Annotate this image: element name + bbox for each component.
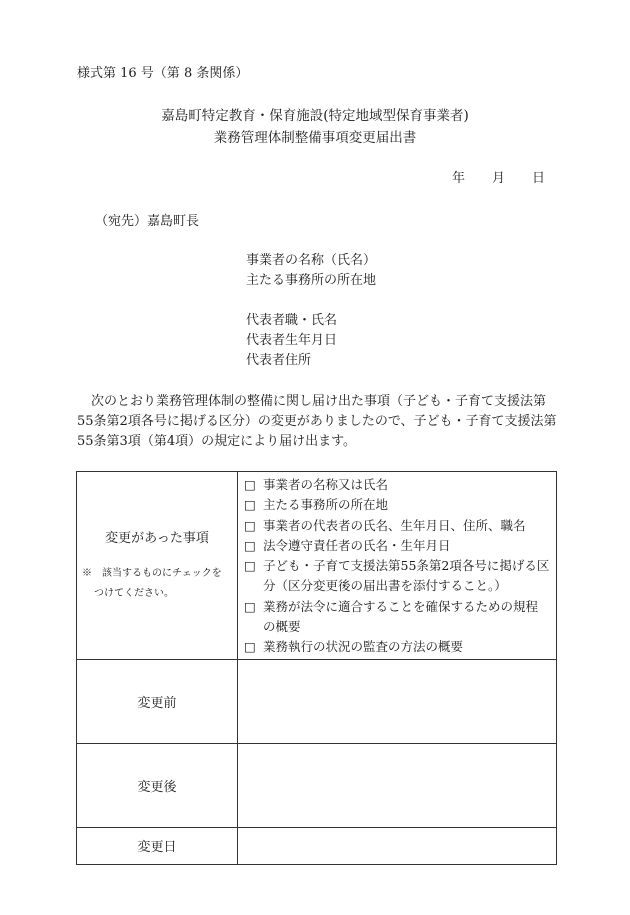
document-title-line2: 業務管理体制整備事項変更届出書: [213, 130, 417, 146]
check-item-label: 法令遵守責任者の氏名・生年月日: [263, 537, 451, 553]
changed-items-label-cell: [77, 472, 238, 660]
note-line1: ※ 該当するものにチェックを: [82, 567, 222, 579]
addressee: （宛先）嘉島町長: [95, 214, 200, 229]
checkbox-icon[interactable]: □: [244, 497, 256, 513]
checkbox-icon[interactable]: □: [244, 477, 256, 492]
check-item-label: 業務執行の状況の監査の方法の概要: [263, 639, 464, 655]
date-year-label: 年: [452, 171, 466, 186]
date-day-label: 日: [532, 171, 546, 186]
changed-items-row: [77, 472, 557, 660]
checkbox-icon[interactable]: □: [244, 558, 256, 574]
check-item-audit-method[interactable]: [244, 637, 550, 657]
change-date-label: 変更日: [77, 827, 238, 864]
before-change-row: [77, 659, 557, 743]
note-line2: つけてください。: [94, 587, 174, 599]
form-number: 様式第 16 号（第 8 条関係）: [77, 66, 249, 81]
date-month-label: 月: [492, 171, 506, 186]
checkbox-icon[interactable]: □: [244, 537, 256, 553]
representative-address-label: 代表者住所: [246, 353, 312, 368]
checkbox-icon[interactable]: □: [244, 639, 256, 655]
change-details-table: [76, 471, 557, 865]
check-item-label: 事業者の名称又は氏名: [263, 477, 389, 492]
changed-items-label: 変更があった事項: [105, 530, 209, 546]
check-item-business-name[interactable]: [244, 475, 550, 495]
check-item-compliance-rules[interactable]: [244, 597, 550, 638]
check-item-compliance-officer[interactable]: [244, 536, 550, 556]
checkbox-icon[interactable]: □: [244, 517, 256, 533]
check-item-category[interactable]: [244, 556, 550, 597]
after-change-row: [77, 743, 557, 827]
check-item-main-office[interactable]: [244, 495, 550, 515]
before-change-field[interactable]: [238, 659, 557, 743]
document-title-line1: 嘉島町特定教育・保育施設(特定地域型保育事業者): [161, 108, 469, 124]
main-office-label: 主たる事務所の所在地: [246, 273, 377, 288]
check-item-label: 業務が法令に適合することを確保するための規程の概要: [263, 598, 539, 635]
check-instruction-note: [77, 564, 237, 604]
representative-birthdate-label: 代表者生年月日: [246, 333, 338, 348]
changed-items-checklist: [238, 472, 557, 660]
representative-label: 代表者職・氏名: [246, 313, 338, 328]
check-item-representative[interactable]: [244, 516, 550, 536]
after-change-field[interactable]: [238, 743, 557, 827]
business-name-label: 事業者の名称（氏名）: [246, 253, 377, 268]
change-date-field[interactable]: [238, 827, 557, 864]
checkbox-icon[interactable]: □: [244, 598, 256, 614]
change-date-row: [77, 827, 557, 864]
check-item-label: 主たる事務所の所在地: [263, 497, 389, 513]
before-change-label: 変更前: [77, 659, 238, 743]
check-item-label: 事業者の代表者の氏名、生年月日、住所、職名: [263, 517, 526, 533]
body-paragraph: 次のとおり業務管理体制の整備に関し届け出た事項（子ども・子育て支援法第55条第2項各号に掲げる区分）の変更がありましたので、子ども・子育て支援法第55条第3項（第4項）の規定により届け出ます。: [77, 394, 557, 449]
check-item-label: 子ども・子育て支援法第55条第2項各号に掲げる区分（区分変更後の届出書を添付すること。）: [263, 558, 550, 594]
after-change-label: 変更後: [77, 743, 238, 827]
